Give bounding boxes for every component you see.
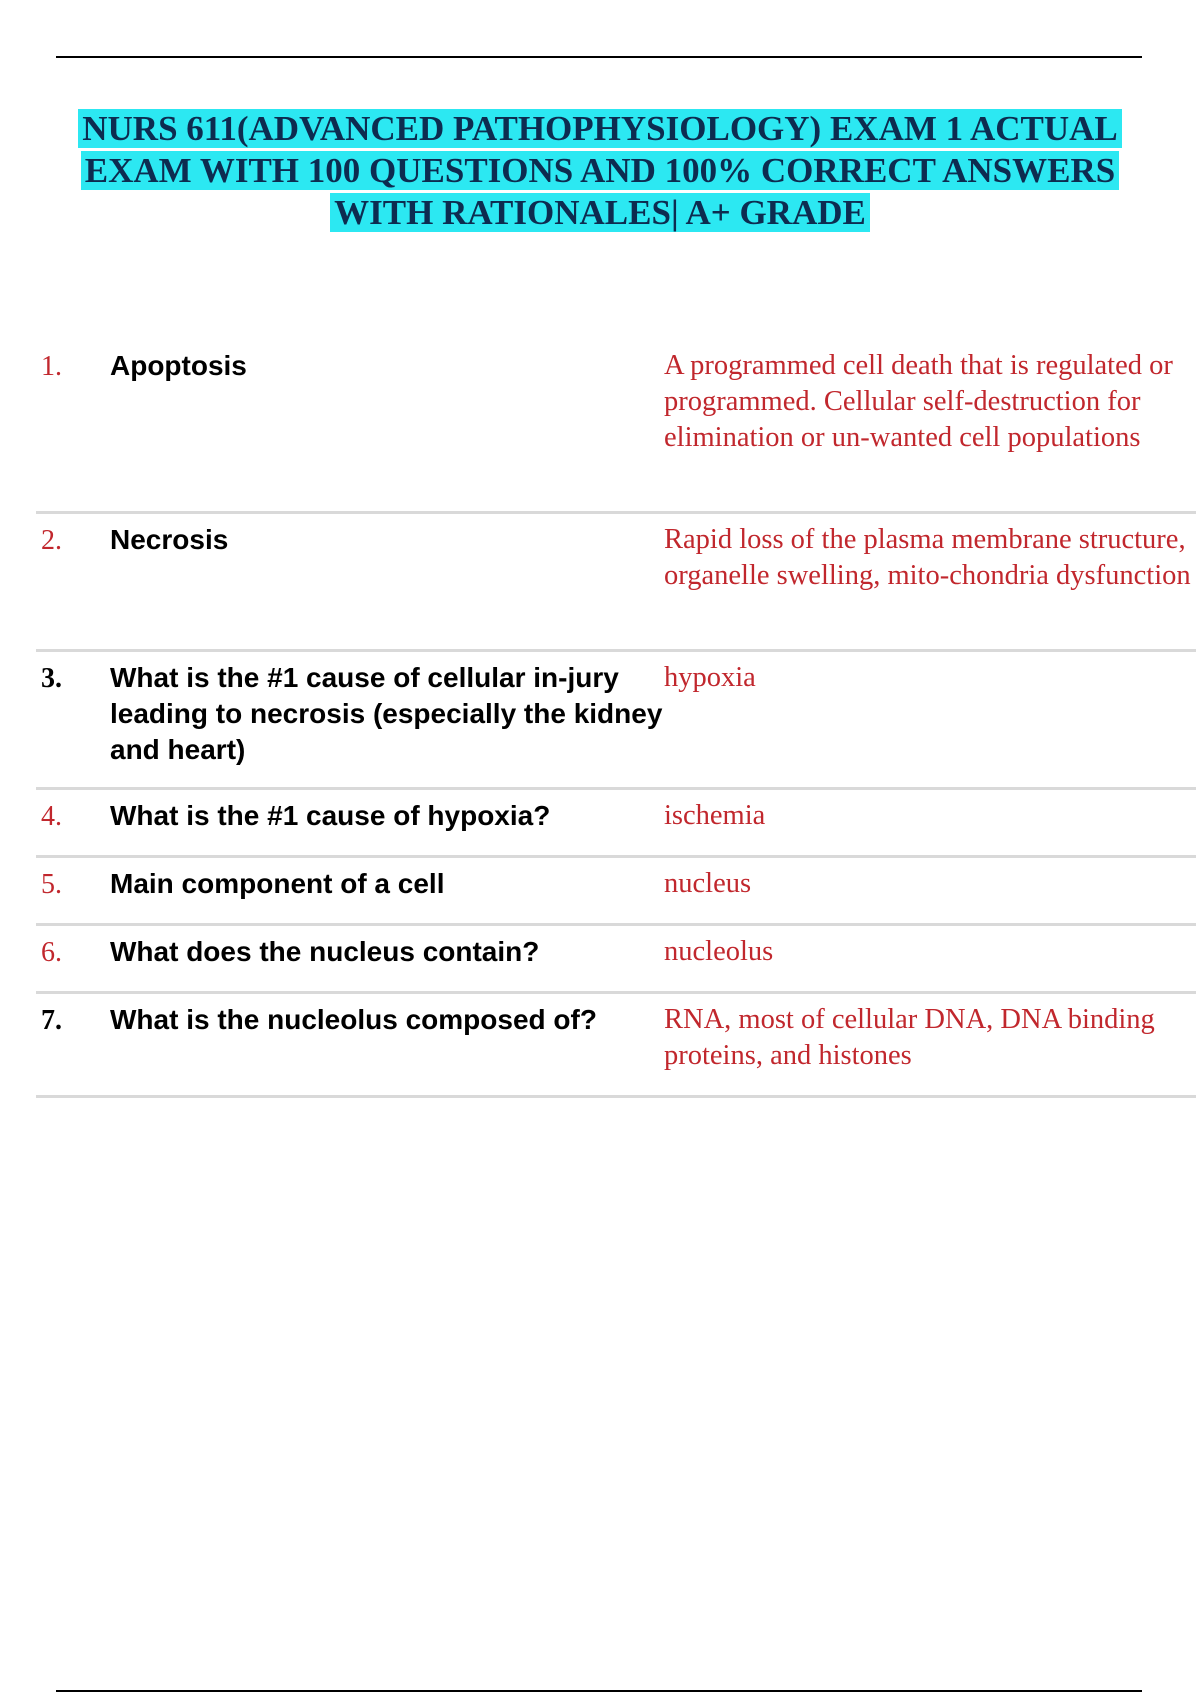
qa-definition: RNA, most of cellular DNA, DNA binding proteins, and histones xyxy=(664,1004,1155,1071)
qa-term: What is the #1 cause of hypoxia? xyxy=(110,800,551,831)
qa-definition: ischemia xyxy=(664,800,766,831)
qa-row-1 xyxy=(36,340,1196,514)
qa-term: What is the nucleolus composed of? xyxy=(110,1004,597,1035)
qa-term: Main component of a cell xyxy=(110,868,445,899)
qa-definition: Rapid loss of the plasma membrane structure, organelle swelling, mito-chondria dysfunction xyxy=(664,524,1191,591)
qa-number: 1. xyxy=(41,351,62,382)
qa-term: What does the nucleus contain? xyxy=(110,936,540,967)
qa-table xyxy=(36,340,1196,1098)
qa-definition: hypoxia xyxy=(664,662,756,693)
title-line-1: NURS 611(ADVANCED PATHOPHYSIOLOGY) EXAM 1 ACTUAL xyxy=(78,109,1122,148)
title-line-3: WITH RATIONALES| A+ GRADE xyxy=(330,193,870,232)
qa-number: 3. xyxy=(41,663,62,694)
title-line-2: EXAM WITH 100 QUESTIONS AND 100% CORRECT ANSWERS xyxy=(81,151,1119,190)
document-title xyxy=(40,108,1160,234)
qa-term: What is the #1 cause of cellular in-jury leading to necrosis (especially the kidney and heart) xyxy=(110,662,663,765)
bottom-rule xyxy=(56,1690,1142,1692)
qa-number: 7. xyxy=(41,1005,62,1036)
qa-number: 2. xyxy=(41,525,62,556)
qa-row-5 xyxy=(36,858,1196,926)
qa-row-6 xyxy=(36,926,1196,994)
qa-number: 4. xyxy=(41,801,62,832)
qa-row-7 xyxy=(36,994,1196,1098)
qa-number: 6. xyxy=(41,937,62,968)
qa-row-2 xyxy=(36,514,1196,652)
qa-term: Necrosis xyxy=(110,524,229,555)
qa-term: Apoptosis xyxy=(110,350,247,381)
qa-row-4 xyxy=(36,790,1196,858)
qa-number: 5. xyxy=(41,869,62,900)
qa-definition: nucleus xyxy=(664,868,752,899)
qa-definition: A programmed cell death that is regulated or programmed. Cellular self-destruction for elimination or un-wanted cell populations xyxy=(664,350,1173,453)
qa-row-3 xyxy=(36,652,1196,790)
qa-definition: nucleolus xyxy=(664,936,774,967)
top-rule xyxy=(56,56,1142,58)
